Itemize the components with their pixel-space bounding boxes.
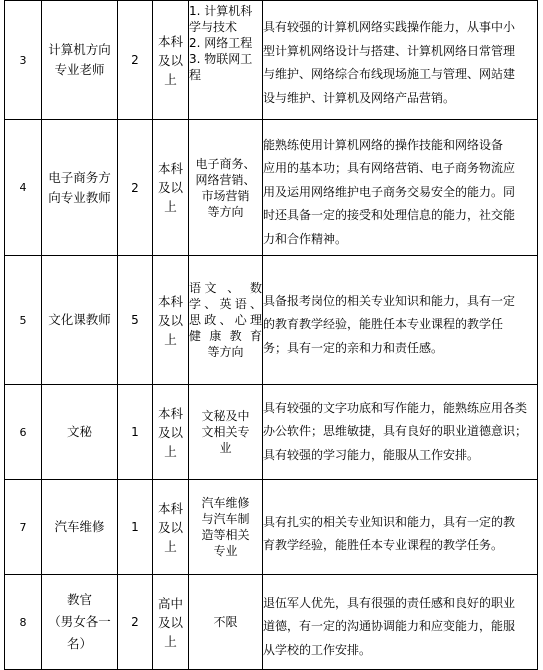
position-cell (42, 120, 118, 256)
major-cell (189, 256, 263, 385)
position-cell (42, 385, 118, 480)
position-cell (42, 256, 118, 385)
position-line: 汽车维修 (54, 519, 105, 534)
education-line: 本科 (157, 33, 183, 49)
position-line: 名） (66, 636, 92, 651)
major-line: 业 (219, 441, 232, 455)
major-line: 1. 计算机科 (189, 4, 253, 18)
table-row (5, 256, 538, 385)
table-row (5, 385, 538, 480)
major-line: 思政、心理 (189, 313, 262, 327)
major-line: 造等相关 (201, 528, 250, 542)
major-line: 等方向 (207, 204, 244, 219)
education-line: 及以 (157, 614, 183, 630)
requirements-cell (263, 256, 538, 385)
education-cell (153, 120, 189, 256)
requirement-line: 的教育教学经验，能胜任本专业课程的教学任 (263, 317, 504, 332)
major-cell (189, 575, 263, 670)
education-line: 上 (164, 538, 177, 554)
education-line: 及以 (157, 519, 183, 535)
requirements-cell (263, 575, 538, 670)
major-line: 2. 网络工程 (189, 36, 253, 50)
major-line: 汽车维修 (201, 496, 250, 510)
position-line: 计算机方向 (48, 42, 111, 57)
major-line: 程 (189, 68, 202, 82)
requirement-line: 能熟练使用计算机网络的操作技能和网络设备 (263, 137, 504, 152)
major-line: 学、英语、 (189, 297, 262, 311)
education-cell (153, 575, 189, 670)
table-row (5, 575, 538, 670)
major-cell (189, 385, 263, 480)
major-line: 电子商务、 (195, 156, 256, 171)
education-line: 上 (164, 331, 177, 347)
headcount-cell: 2 (118, 120, 153, 256)
education-line: 上 (164, 633, 177, 649)
requirements-cell (263, 480, 538, 575)
requirement-line: 从学校的工作安排。 (263, 642, 372, 657)
requirements-cell (263, 1, 538, 120)
major-line: 语文 、 数 (189, 281, 262, 295)
row-number: 7 (5, 480, 42, 575)
table-row (5, 1, 538, 120)
table-row (5, 480, 538, 575)
major-cell (189, 120, 263, 256)
education-cell (153, 385, 189, 480)
recruitment-table (4, 0, 538, 670)
requirement-line: 具有较强的学习能力，能服从工作安排。 (263, 447, 480, 462)
education-line: 及以 (157, 180, 183, 195)
education-cell (153, 480, 189, 575)
requirement-line: 具有较强的文字功底和写作能力，能熟练应用各类 (263, 400, 528, 415)
requirement-line: 育教学经验，能胜任本专业课程的教学任务。 (263, 538, 504, 552)
requirement-line: 应用的基本功；具有网络营销、电子商务物流应 (263, 161, 516, 176)
position-cell (42, 1, 118, 120)
major-line: 不限 (213, 615, 238, 629)
row-number: 8 (5, 575, 42, 670)
requirement-line: 时还具备一定的接受和处理信息的能力，社交能 (263, 208, 516, 223)
table-row (5, 120, 538, 256)
requirement-line: 道德，有一定的沟通协调能力和应变能力，能服 (263, 619, 516, 634)
requirement-line: 设与维护、计算机及网络产品营销。 (263, 90, 456, 105)
requirement-line: 用及运用网络维护电子商务交易安全的能力。同 (263, 184, 516, 199)
row-number: 4 (5, 120, 42, 256)
position-line: 文化课教师 (48, 312, 111, 327)
major-line: 文相关专 (201, 425, 250, 439)
headcount-cell: 5 (118, 256, 153, 385)
requirement-line: 具备报考岗位的相关专业知识和能力，具有一定 (263, 293, 516, 308)
education-cell (153, 256, 189, 385)
position-line: 专业老师 (54, 62, 105, 77)
education-line: 本科 (157, 500, 183, 516)
headcount-cell: 1 (118, 480, 153, 575)
education-line: 高中 (157, 595, 183, 611)
requirements-cell (263, 120, 538, 256)
education-line: 上 (164, 443, 177, 459)
row-number: 5 (5, 256, 42, 385)
education-line: 及以 (157, 52, 183, 68)
row-number: 6 (5, 385, 42, 480)
requirement-line: 型计算机网络设计与搭建、计算机网络日常管理 (263, 43, 516, 58)
headcount-cell: 1 (118, 385, 153, 480)
major-line: 健 康 教 育 (189, 329, 262, 343)
position-line: 电子商务方 (48, 169, 111, 185)
row-number: 3 (5, 1, 42, 120)
education-line: 上 (164, 199, 177, 214)
position-cell (42, 480, 118, 575)
major-cell (189, 1, 263, 120)
major-line: 学与技术 (189, 20, 238, 34)
requirement-line: 具有扎实的相关专业知识和能力，具有一定的教 (263, 514, 516, 529)
education-line: 本科 (157, 405, 183, 421)
education-cell (153, 1, 189, 120)
requirement-line: 具有较强的计算机网络实践操作能力，从事中小 (263, 20, 516, 34)
requirement-line: 务；具有一定的亲和力和责任感。 (263, 340, 444, 355)
headcount-cell: 2 (118, 575, 153, 670)
position-line: 向专业教师 (48, 189, 111, 205)
position-line: 文秘 (66, 424, 92, 439)
requirement-line: 退伍军人优先，具有很强的责任感和良好的职业 (263, 595, 516, 610)
major-line: 文秘及中 (201, 409, 250, 423)
major-line: 专业 (213, 544, 238, 558)
requirements-cell (263, 385, 538, 480)
position-line: 教官 (66, 592, 92, 607)
education-line: 及以 (157, 424, 183, 440)
position-line: （男女各一 (48, 614, 111, 629)
education-line: 上 (164, 71, 177, 87)
major-line: 等方向 (207, 345, 244, 359)
requirement-line: 办公软件；思维敏捷，具有良好的职业道德意识； (263, 424, 528, 439)
requirement-line: 力和合作精神。 (263, 231, 348, 246)
headcount-cell: 2 (118, 1, 153, 120)
major-line: 与汽车制 (201, 512, 250, 526)
major-line: 市场营销 (201, 188, 250, 203)
major-line: 3. 物联网工 (189, 52, 253, 66)
position-cell (42, 575, 118, 670)
education-line: 本科 (157, 293, 183, 309)
major-cell (189, 480, 263, 575)
education-line: 本科 (157, 161, 183, 176)
education-line: 及以 (157, 312, 183, 328)
requirement-line: 与维护、网络综合布线现场施工与管理、网站建 (263, 67, 516, 81)
major-line: 网络营销、 (195, 172, 256, 187)
